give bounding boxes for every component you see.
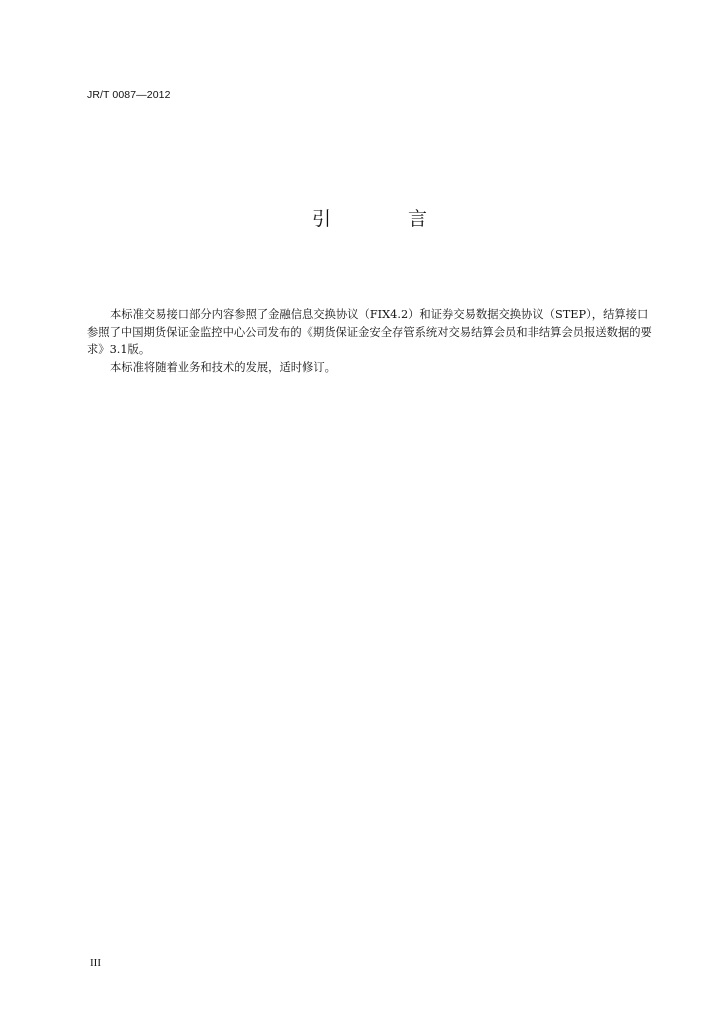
standard-code-header: JR/T 0087—2012 <box>87 89 171 101</box>
title-char-yin: 引 <box>312 208 332 230</box>
paragraph-revision-note: 本标准将随着业务和技术的发展，适时修订。 <box>110 360 336 374</box>
introduction-body <box>87 306 659 376</box>
page-number: III <box>90 957 101 969</box>
page-title <box>0 204 724 232</box>
title-char-yan: 言 <box>408 208 428 230</box>
paragraph-reference-sources: 本标准交易接口部分内容参照了金融信息交换协议（FIX4.2）和证券交易数据交换协议（STEP），结算接口参照了中国期货保证金监控中心公司发布的《期货保证金安全存管系统对交易结算会员和非结算会员报送数据的要求》3.1版。 <box>87 308 652 356</box>
